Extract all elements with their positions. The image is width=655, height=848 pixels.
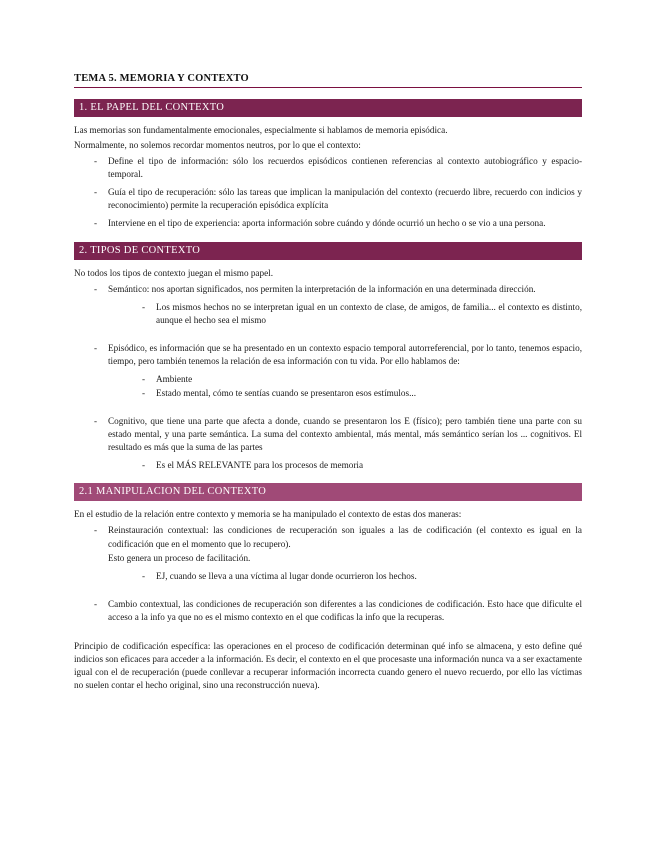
list-item-text: Reinstauración contextual: las condiciones de recuperación son iguales a las de codificación (el contexto es igual en la codificación que en el momento que lo recupero). (108, 525, 582, 549)
spacer (74, 405, 582, 412)
closing-paragraph: Principio de codificación específica: las operaciones en el proceso de codificación determinan qué info se almacena, y esto define qué indicios son eficaces para acceder a la información. Es decir, el contexto en el que procesaste una información nunca va a ser exactamente igual con el de recuperación (puede conllevar a recuperar información incorrecta cuando genero el nuevo recuerdo, por ello las víctimas no suelen contar el hecho original, sino una reconstrucción nueva). (74, 640, 582, 690)
bullet-dash-icon: - (94, 283, 98, 294)
list-item (136, 373, 582, 386)
sub-bullet-list-2-1a (136, 570, 582, 583)
section-heading-2-1: 2.1 MANIPULACION DEL CONTEXTO (74, 483, 582, 501)
list-item-continuation (88, 552, 582, 565)
bullet-dash-icon: - (94, 218, 98, 229)
bullet-dash-icon: - (94, 342, 98, 353)
list-item (88, 342, 582, 368)
list-item (88, 415, 582, 454)
bullet-dash-icon: - (94, 598, 98, 609)
list-item (88, 186, 582, 212)
list-item-text: Guía el tipo de recuperación: sólo las tareas que implican la manipulación del contexto (recuerdo libre, recuerdo con indicios y reconocimiento) permite la recuperación episódica explícita (108, 187, 582, 211)
bullet-dash-icon: - (142, 570, 146, 581)
bullet-dash-icon: - (94, 187, 98, 198)
list-item-text: Ambiente (156, 373, 193, 384)
bullet-dash-icon: - (94, 416, 98, 427)
bullet-dash-icon: - (142, 301, 146, 312)
bullet-list-2b (88, 342, 582, 368)
list-item (136, 301, 582, 327)
list-item (136, 570, 582, 583)
bullet-dash-icon: - (142, 388, 146, 398)
bullet-dash-icon: - (94, 525, 98, 536)
list-item-text: Cambio contextual, las condiciones de recuperación son diferentes a las condiciones de codificación. Esto hace que dificulte el acceso a la info ya que no es el mismo contexto en el que codificas la info que la recuperas. (108, 598, 582, 622)
page-title: TEMA 5. MEMORIA Y CONTEXTO (74, 72, 582, 88)
sub-bullet-list-2b (136, 373, 582, 400)
list-item (88, 524, 582, 550)
bullet-list-2c (88, 415, 582, 454)
list-item-text: Cognitivo, que tiene una parte que afecta a donde, cuando se presentaron los E (físico); pero también tiene una parte con su estado mental, y una parte semántica. La suma del contexto ambiental, más mental, más semántico serían los ... cognitivos. El resultado es más que la suma de las partes (108, 416, 582, 453)
bullet-list-2-1b (88, 598, 582, 624)
bullet-list-2a (88, 283, 582, 296)
list-item-text: EJ, cuando se lleva a una víctima al lugar donde ocurrieron los hechos. (156, 570, 417, 581)
list-item-text: Interviene en el tipo de experiencia: aporta información sobre cuándo y dónde ocurrió un hecho o se vio a una persona. (108, 218, 546, 229)
bullet-dash-icon: - (94, 156, 98, 167)
list-item (88, 598, 582, 624)
list-item-text: Semántico: nos aportan significados, nos permiten la interpretación de la información en una determinada dirección. (108, 283, 536, 294)
paragraph: Las memorias son fundamentalmente emocionales, especialmente si hablamos de memoria episódica. (74, 125, 448, 136)
section-heading-1: 1. EL PAPEL DEL CONTEXTO (74, 99, 582, 117)
sub-bullet-list-2a (136, 301, 582, 327)
sub-bullet-list-2c (136, 459, 582, 472)
section-heading-2: 2. TIPOS DE CONTEXTO (74, 242, 582, 260)
list-item (88, 155, 582, 181)
list-item-text: Estado mental, cómo te sentías cuando se presentaron esos estímulos... (156, 388, 416, 398)
document-content (74, 72, 582, 694)
paragraph: No todos los tipos de contexto juegan el mismo papel. (74, 267, 274, 278)
spacer (74, 588, 582, 595)
list-item (136, 387, 582, 400)
list-item-text: Episódico, es información que se ha presentado en un contexto espacio temporal autorreferencial, por lo tanto, tenemos espacio, tiempo, pero también tenemos la relación de esa información con tu vida. Por ello hablamos de: (108, 342, 582, 366)
list-item (88, 283, 582, 296)
bullet-dash-icon: - (142, 373, 146, 384)
list-item-text: Es el MÁS RELEVANTE para los procesos de memoria (156, 460, 364, 471)
spacer (74, 332, 582, 339)
list-item-text: Los mismos hechos no se interpretan igual en un contexto de clase, de amigos, de familia... el contexto es distinto, aunque el hecho sea el mismo (156, 301, 582, 325)
list-item-text: Esto genera un proceso de facilitación. (108, 552, 251, 563)
bullet-indent-spacer (88, 552, 108, 565)
list-item (136, 459, 582, 472)
list-item-text: Define el tipo de información: sólo los recuerdos episódicos contienen referencias al contexto autobiográfico y espacio-temporal. (108, 156, 582, 180)
list-item (88, 217, 582, 230)
paragraph: En el estudio de la relación entre contexto y memoria se ha manipulado el contexto de estas dos maneras: (74, 509, 462, 520)
bullet-dash-icon: - (142, 460, 146, 471)
paragraph: Normalmente, no solemos recordar momentos neutros, por lo que el contexto: (74, 140, 361, 151)
bullet-list-1 (88, 155, 582, 230)
bullet-list-2-1a (88, 524, 582, 564)
